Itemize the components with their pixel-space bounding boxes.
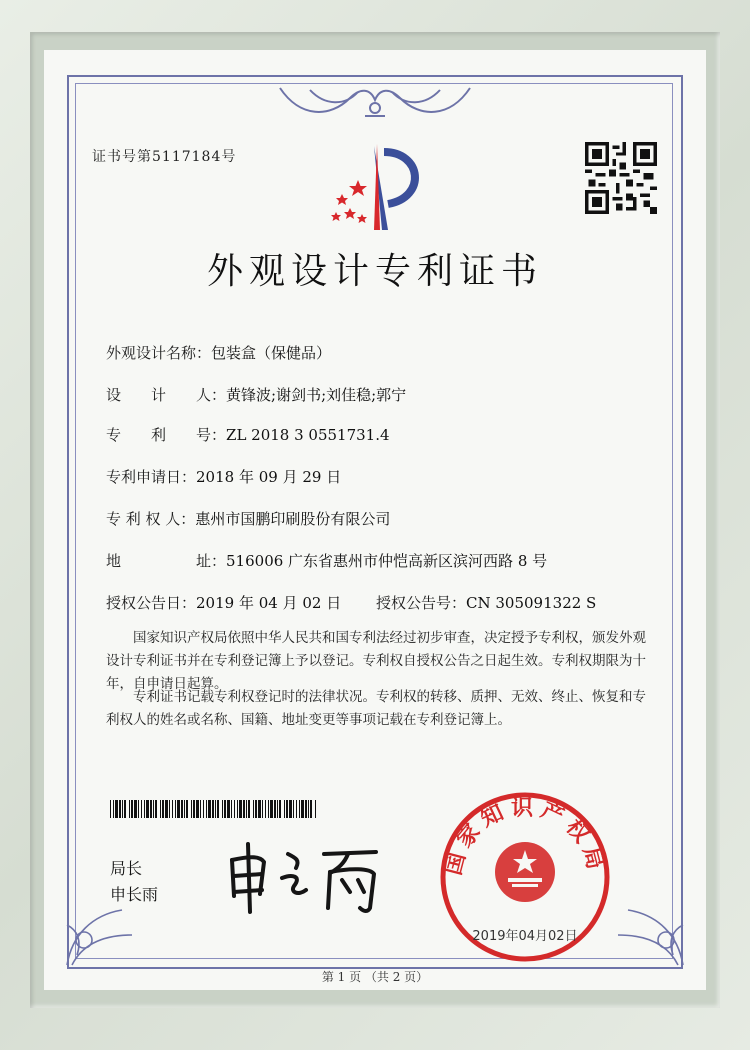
barcode-icon: [110, 800, 318, 818]
patentee-label: 专 利 权 人：: [106, 510, 196, 528]
field-grant-date: [106, 592, 341, 613]
certificate-title: 外观设计专利证书: [206, 251, 543, 292]
grant-number-value: CN 305091322 S: [466, 594, 597, 612]
address-label: 地 址：: [106, 552, 227, 570]
director-name: 申长雨: [110, 885, 159, 904]
official-seal-icon: [438, 790, 612, 964]
patent-office-logo-icon: [322, 142, 432, 234]
certificate-number: 证书号第5117184号: [92, 149, 237, 165]
seal-date: 2019年04月02日: [472, 929, 578, 944]
field-address: [106, 550, 547, 571]
bottom-left-ornament-icon: [62, 895, 152, 970]
field-grant-number: [376, 592, 596, 613]
filing-date-label: 专利申请日：: [106, 468, 197, 486]
grant-statement-paragraph: 国家知识产权局依照中华人民共和国专利法经过初步审查，决定授予专利权，颁发外观设计专利证书并在专利登记簿上予以登记。专利权自授权公告之日起生效。专利权期限为十年，自申请日起算。: [106, 630, 646, 692]
design-name-value: 包装盒（保健品）: [211, 344, 332, 362]
design-name-label: 外观设计名称：: [106, 344, 212, 362]
field-designer: [106, 384, 406, 405]
director-title: 局长: [110, 859, 143, 878]
field-patent-number: [106, 424, 390, 445]
patent-number-value: ZL 2018 3 0551731.4: [226, 426, 390, 444]
address-value: 516006 广东省惠州市仲恺高新区滨河西路 8 号: [226, 552, 548, 570]
page-number: 第 1 页 （共 2 页）: [321, 970, 429, 984]
grant-date-label: 授权公告日：: [106, 594, 197, 612]
patent-number-label: 专 利 号：: [106, 426, 227, 444]
designer-value: 黄锋波;谢剑书;刘佳稳;郭宁: [226, 386, 407, 404]
legal-status-paragraph: 专利证书记载专利权登记时的法律状况。专利权的转移、质押、无效、终止、恢复和专利权人的姓名或名称、国籍、地址变更等事项记载在专利登记簿上。: [106, 689, 646, 728]
qr-code-icon: [585, 142, 657, 214]
designer-label: 设 计 人：: [106, 386, 227, 404]
filing-date-value: 2018 年 09 月 29 日: [196, 468, 342, 486]
director-signature-icon: [220, 838, 390, 916]
seal-text: 国家知识产权局: [440, 794, 610, 878]
top-ornament-icon: [270, 78, 480, 122]
grant-number-label: 授权公告号：: [376, 594, 467, 612]
grant-date-value: 2019 年 04 月 02 日: [196, 594, 342, 612]
field-filing-date: [106, 466, 341, 487]
field-design-name: [106, 342, 331, 363]
patentee-value: 惠州市国鹏印刷股份有限公司: [195, 510, 391, 528]
field-patentee: [106, 508, 390, 529]
